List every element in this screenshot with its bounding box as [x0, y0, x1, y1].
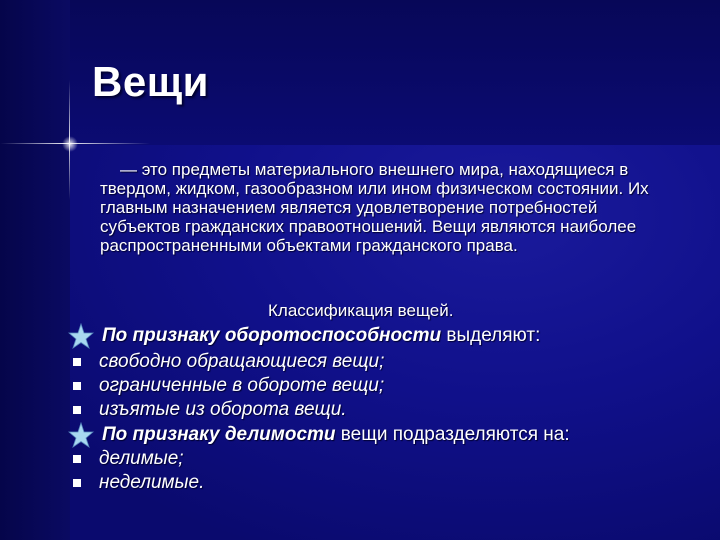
- list-item-text: делимые;: [99, 448, 184, 469]
- bullet-icon: [73, 479, 81, 487]
- star-icon: [68, 422, 94, 448]
- list-item-text: ограниченные в обороте вещи;: [99, 375, 385, 396]
- bullet-icon: [73, 358, 81, 366]
- group2-heading: [68, 422, 570, 448]
- list-item-text: свободно обращающиеся вещи;: [99, 351, 385, 372]
- star-icon: [68, 323, 94, 349]
- sparkle-icon: [62, 136, 78, 152]
- classification-heading: Классификация вещей.: [268, 301, 454, 320]
- definition-paragraph: [100, 160, 660, 255]
- left-panel: [0, 0, 70, 540]
- group2-rest: вещи подразделяются на:: [335, 424, 570, 446]
- list-item: [68, 448, 184, 470]
- list-item-text: неделимые.: [99, 472, 205, 493]
- list-item: [68, 351, 384, 373]
- list-item-text: изъятые из оборота вещи.: [99, 399, 347, 420]
- list-item: [68, 472, 204, 494]
- group2-emphasis: По признаку делимости: [102, 424, 336, 446]
- slide-title: Вещи: [92, 58, 209, 105]
- group1-heading: [68, 323, 540, 349]
- bullet-icon: [73, 406, 81, 414]
- list-item: [68, 375, 384, 397]
- list-item: [68, 399, 347, 421]
- group1-rest: выделяют:: [441, 325, 541, 347]
- bullet-icon: [73, 455, 81, 463]
- definition-dash: —: [120, 160, 137, 179]
- definition-text: это предметы материального внешнего мира, находящиеся в твердом, жидком, газообразном или ином физическом состоянии. Их главным назначением является удовлетворение потребностей субъектов гражданских правоотношений. Вещи являются наиболее распространенными объектами гражданского права.: [100, 160, 649, 255]
- bullet-icon: [73, 382, 81, 390]
- group1-emphasis: По признаку оборотоспособности: [102, 325, 442, 347]
